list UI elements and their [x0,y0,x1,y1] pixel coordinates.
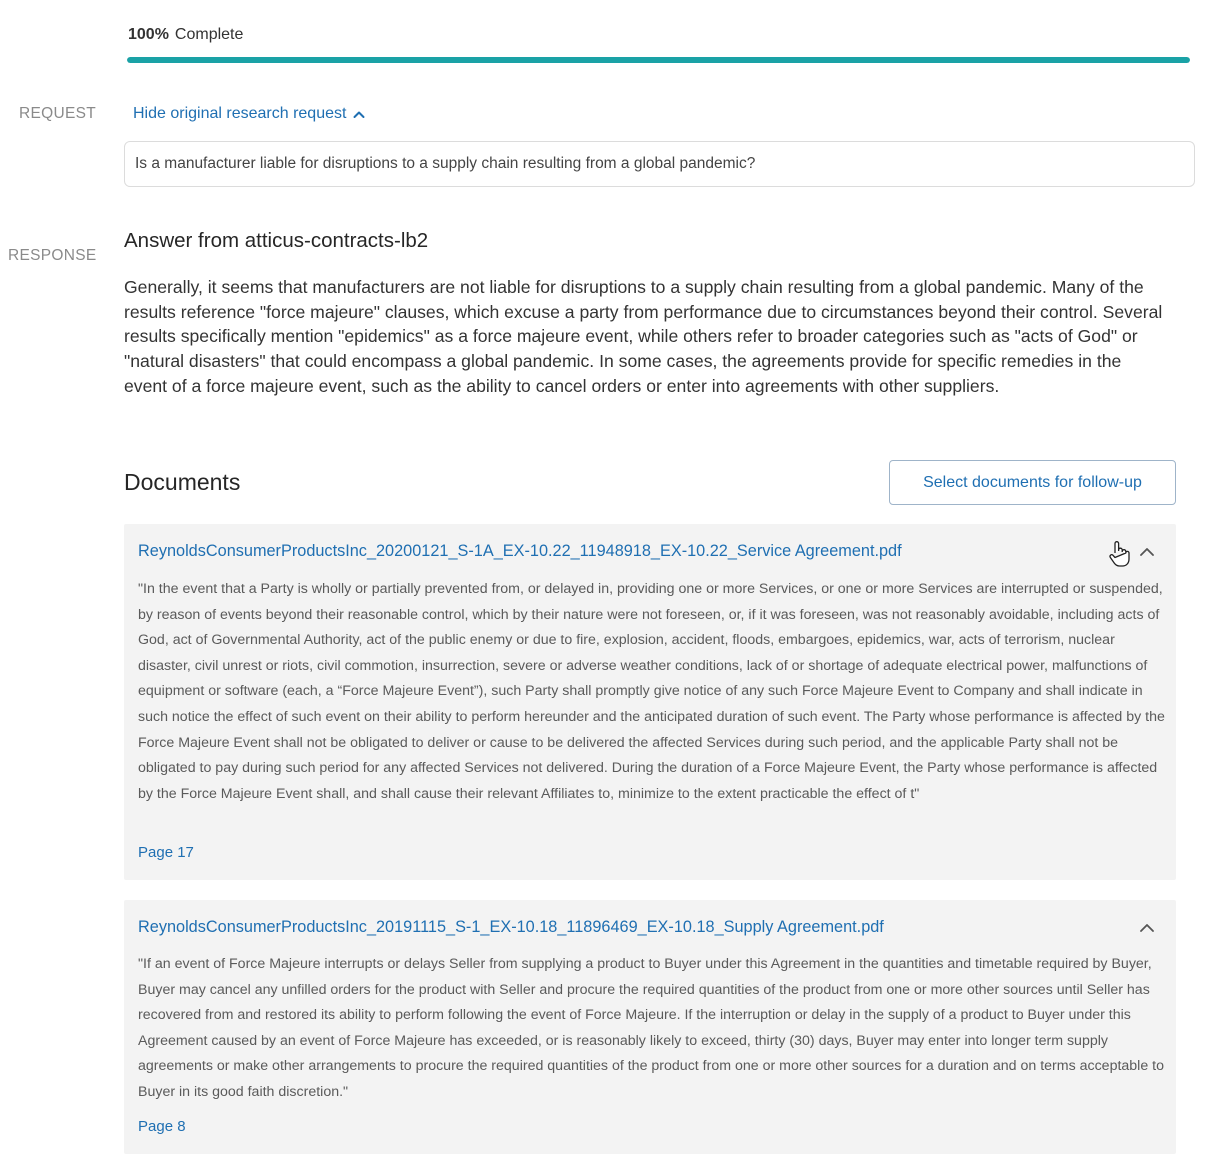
collapse-chevron-up-icon[interactable] [1138,921,1156,935]
document-title-link[interactable]: ReynoldsConsumerProductsInc_20200121_S-1A_EX-10.22_11948918_EX-10.22_Service Agreement.pdf [138,542,902,560]
document-page-link[interactable]: Page 8 [138,1118,186,1135]
request-question-box: Is a manufacturer liable for disruptions to a supply chain resulting from a global pandemic? [124,141,1195,187]
document-card [124,524,1176,880]
progress-label [128,26,243,44]
response-section-label: RESPONSE [8,247,97,264]
hide-request-toggle-label: Hide original research request [133,105,347,122]
request-section-label: REQUEST [19,105,97,122]
document-excerpt: "In the event that a Party is wholly or partially prevented from, or delayed in, providing one or more Services, or one or more Services are interrupted or suspended, by reason of events beyond their reasonable control, which by their nature were not foreseen, or, if it was foreseen, was not reasonably avoidable, including acts of God, act of Governmental Authority, act of the public enemy or due to fire, explosion, accident, floods, embargoes, epidemics, war, acts of terrorism, nuclear disaster, civil unrest or riots, civil commotion, insurrection, severe or adverse weather conditions, lack of or shortage of adequate electrical power, malfunctions of equipment or software (each, a “Force Majeure Event”), such Party shall promptly give notice of any such Force Majeure Event to Company and shall indicate in such notice the effect of such event on their ability to perform hereunder and the anticipated duration of such event. The Party whose performance is affected by the Force Majeure Event shall not be obligated to deliver or cause to be delivered the affected Services during such period, and the applicable Party shall not be obligated to pay during such period for any affected Services not delivered. During the duration of a Force Majeure Event, the Party whose performance is affected by the Force Majeure Event shall, and shall cause their relevant Affiliates to, minimize to the extent practicable the effect of t" [138,581,1165,802]
documents-heading: Documents [124,469,241,495]
answer-title: Answer from atticus-contracts-lb2 [124,229,429,252]
answer-text: Generally, it seems that manufacturers are not liable for disruptions to a supply chain resulting from a global pandemic. Many of the results reference "force majeure" clauses, which excuse a party from performance due to circumstances beyond their control. Several results specifically mention "epidemics" as a force majeure event, while others refer to broader categories such as "acts of God" or "natural disasters" that could encompass a global pandemic. In some cases, the agreements provide for specific remedies in the event of a force majeure event, such as the ability to cancel orders or enter into agreements with other suppliers. [124,277,1163,396]
progress-bar-fill [127,57,1190,63]
document-title-link[interactable]: ReynoldsConsumerProductsInc_20191115_S-1_EX-10.18_11896469_EX-10.18_Supply Agreement.pdf [138,918,884,936]
progress-status: Complete [174,26,244,43]
select-documents-followup-button[interactable]: Select documents for follow-up [889,460,1176,505]
progress-percent: 100% [128,26,169,43]
hand-cursor-icon [1108,540,1130,568]
progress-bar [127,57,1190,63]
collapse-chevron-up-icon[interactable] [1138,545,1156,559]
chevron-up-icon [353,110,365,119]
document-excerpt: "If an event of Force Majeure interrupts or delays Seller from supplying a product to Buyer under this Agreement in the quantities and timetable required by Buyer, Buyer may cancel any unfilled orders for the product with Seller and procure the required quantities of the product from one or more other sources until Seller has recovered from and restored its ability to perform following the event of Force Majeure. If the interruption or delay in the supply of a product to Buyer under this Agreement caused by an event of Force Majeure has exceeded, or is reasonably likely to exceed, thirty (30) days, Buyer may enter into longer term supply agreements or make other arrangements to procure the required quantities of the product from one or more other sources for a duration and on terms acceptable to Buyer in its good faith discretion." [138,956,1165,1100]
document-card [124,900,1176,1154]
hide-request-toggle[interactable] [133,105,365,123]
document-page-link[interactable]: Page 17 [138,844,194,861]
